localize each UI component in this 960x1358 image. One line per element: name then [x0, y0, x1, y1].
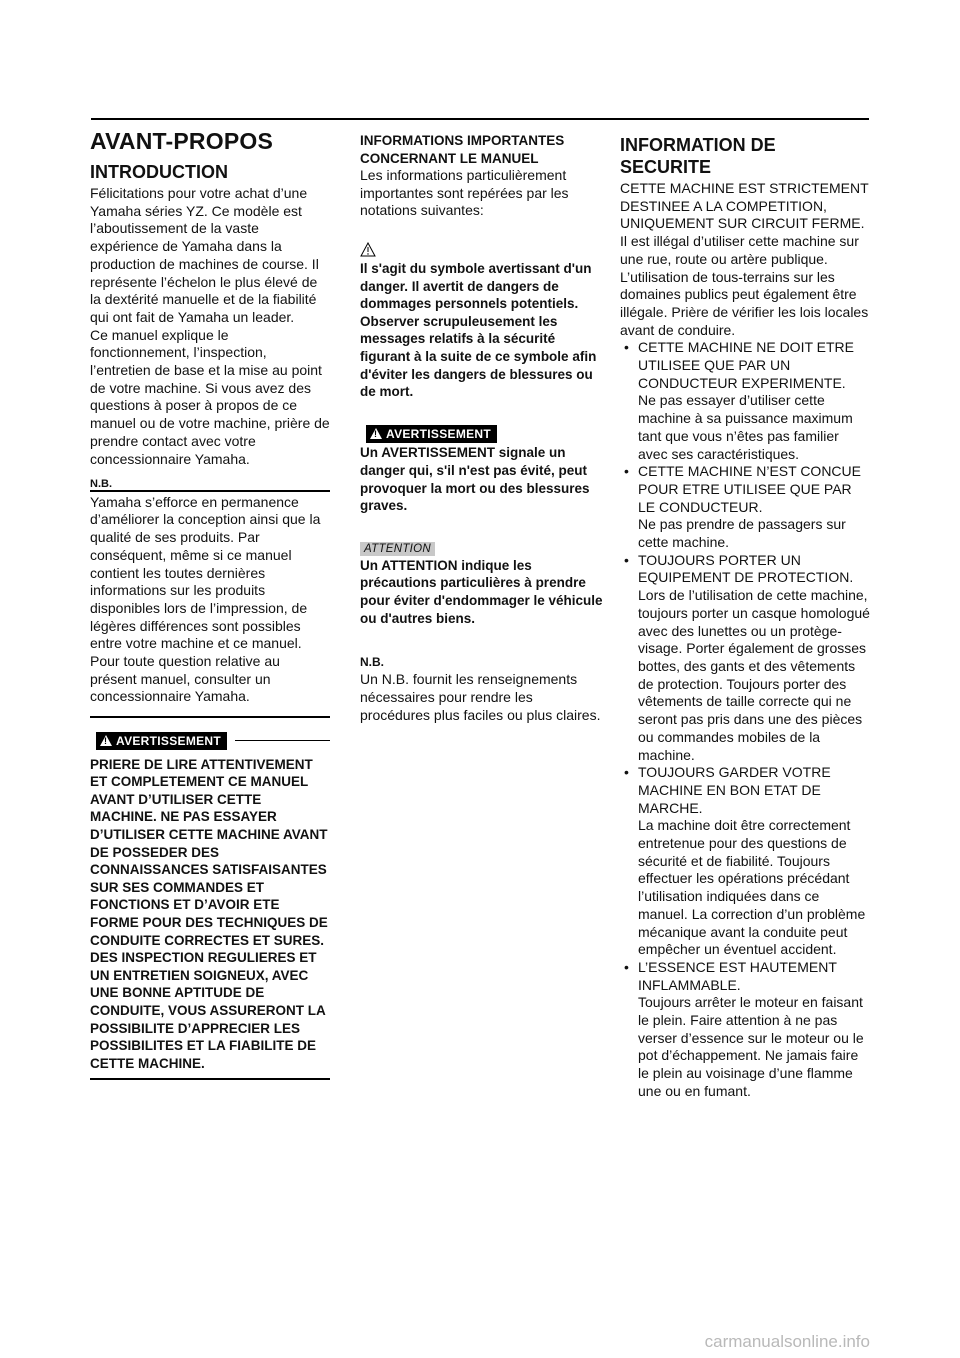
warning-badge	[366, 425, 497, 443]
safety-intro-text: CETTE MACHINE EST STRICTEMENT DESTINEE A LA COMPETITION, UNIQUEMENT SUR CIRCUIT FERME. Il est illégal d’utiliser cette machine sur une rue, route ou artère publique. L’utilisation de tous-terrains sur les domaines publics peut également être illégale. Prière de vérifier les lois locales avant de conduire.	[620, 180, 869, 338]
column-important-info	[360, 128, 604, 724]
page-title: AVANT-PROPOS	[90, 128, 274, 154]
introduction-heading: INTRODUCTION	[90, 162, 228, 182]
warning-badge-label: AVERTISSEMENT	[386, 426, 492, 441]
list-item	[620, 959, 872, 1101]
nb-label: N.B.	[360, 655, 384, 670]
nb-header	[90, 478, 330, 490]
warning-outline-triangle-icon	[360, 242, 376, 257]
nb-top-rule	[90, 490, 330, 492]
nb-definition-text: Un N.B. fournit les renseignements nécessaires pour rendre les procédures plus faciles ou plus claires.	[360, 671, 601, 723]
warning-triangle-icon	[100, 735, 112, 746]
warning-definition-text: Un AVERTISSEMENT signale un danger qui, s'il n'est pas évité, peut provoquer la mort ou des blessures graves.	[360, 445, 590, 514]
list-item-heading: • TOUJOURS PORTER UN EQUIPEMENT DE PROTECTION.	[638, 551, 854, 586]
list-item	[620, 339, 872, 463]
warning-bottom-rule	[90, 1078, 330, 1080]
list-item-body: La machine doit être correctement entretenue pour des questions de sécurité et de fiabilité. Toujours effectuer les opérations précédant l’utilisation indiquées dans ce manuel. La correction d’un problème mécanique avant la conduite peut empêcher un éventuel accident.	[638, 817, 866, 958]
list-item-heading: • TOUJOURS GARDER VOTRE MACHINE EN BON ETAT DE MARCHE.	[638, 764, 831, 816]
attention-definition-text: Un ATTENTION indique les précautions particulières à prendre pour éviter d'endommager le véhicule ou d'autres biens.	[360, 557, 603, 626]
warning-triangle-icon	[370, 428, 382, 439]
list-item-body: Ne pas essayer d’utiliser cette machine à sa puissance maximum tant que vous n’êtes pas familier avec ses caractéristiques.	[638, 392, 853, 462]
safety-list	[620, 339, 872, 1100]
list-item-heading: • CETTE MACHINE N’EST CONCUE POUR ETRE UTILISEE QUE PAR LE CONDUCTEUR.	[638, 463, 861, 515]
nb-bottom-rule	[90, 716, 330, 718]
symbol-explanation-text: Il s'agit du symbole avertissant d'un danger. Il avertit de dangers de dommages personnels potentiels. Observer scrupuleusement les messages relatifs à la sécurité figurant à la suite de ce symbole afin d'éviter les dangers de blessures ou de mort.	[360, 261, 597, 400]
manual-description-text: Ce manuel explique le fonctionnement, l’inspection, l’entretien de base et la mise au point de votre machine. Si vous avez des questions à poser à propos de ce manuel ou de votre machine, prière de prendre contact avec votre concessionnaire Yamaha.	[90, 326, 330, 467]
column-avant-propos	[90, 128, 330, 1080]
list-item-body: Lors de l’utilisation de cette machine, toujours porter un casque homologué avec des lunettes ou un protège-visage. Porter également de grosses bottes, des gants et des vêtements de protection. Toujours porter des vêtements de taille correcte qui ne seront pas pris dans une des pièces ou commandes mobiles de la machine.	[638, 587, 870, 763]
warning-rule	[235, 740, 330, 742]
list-item-heading: • L’ESSENCE EST HAUTEMENT INFLAMMABLE.	[638, 958, 837, 993]
list-item	[620, 552, 872, 764]
list-item-body: Ne pas prendre de passagers sur cette machine.	[638, 516, 846, 551]
list-item-heading: • CETTE MACHINE NE DOIT ETRE UTILISEE QUE PAR UN CONDUCTEUR EXPERIMENTE.	[638, 339, 854, 391]
attention-notation	[360, 539, 604, 627]
warning-notation	[360, 425, 604, 515]
column-safety-info	[620, 128, 872, 1101]
nb-notation	[360, 653, 604, 724]
warning-badge	[96, 732, 227, 750]
watermark: carmanualsonline.info	[704, 1332, 870, 1351]
nb-label: N.B.	[90, 478, 112, 491]
warning-badge-label: AVERTISSEMENT	[116, 733, 222, 748]
introduction-text: Félicitations pour votre achat d’une Yamaha séries YZ. Ce modèle est l’aboutissement de la vaste expérience de Yamaha dans la production de machines de course. Il représente l’échelon le plus élevé de la dextérité manuelle et de la fiabilité qui ont fait de Yamaha un leader.	[90, 185, 319, 325]
warning-header	[90, 732, 330, 750]
attention-badge: ATTENTION	[360, 542, 435, 556]
important-info-intro: Les informations particulièrement importantes sont repérées par les notations suivantes:	[360, 167, 569, 219]
top-rule	[91, 118, 869, 120]
safety-heading: INFORMATION DE SECURITE	[620, 135, 776, 177]
list-item-body: Toujours arrêter le moteur en faisant le plein. Faire attention à ne pas verser d’essence sur le moteur ou le pot d’échappement. Ne jamais faire le plein au voisinage d’une flamme une ou en fumant.	[638, 994, 864, 1099]
nb-text: Yamaha s’efforce en permanence d’améliorer la conception ainsi que la qualité de ses produits. Par conséquent, même si ce manuel contient les toutes dernières informations sur les produits disponibles lors de l’impression, de légères différences sont possibles entre votre machine et ce manuel. Pour toute question relative au présent manuel, consulter un concessionnaire Yamaha.	[90, 493, 321, 705]
list-item	[620, 463, 872, 552]
list-item	[620, 764, 872, 959]
warning-text: PRIERE DE LIRE ATTENTIVEMENT ET COMPLETEMENT CE MANUEL AVANT D’UTILISER CETTE MACHINE. NE PAS ESSAYER D’UTILISER CETTE MACHINE AVANT DE POSSEDER DES CONNAISSANCES SATISFAISANTES SUR SES COMMANDES ET FONCTIONS ET D’AVOIR ETE FORME POUR DES TECHNIQUES DE CONDUITE CORRECTES ET SURES. DES INSPECTION REGULIERES ET UN ENTRETIEN SOIGNEUX, AVEC UNE BONNE APTITUDE DE CONDUITE, VOUS ASSURERONT LA POSSIBILITE D’APPRECIER LES POSSIBILITES ET LA FIABILITE DE CETTE MACHINE.	[90, 756, 328, 1071]
important-info-heading: INFORMATIONS IMPORTANTES CONCERNANT LE MANUEL	[360, 133, 565, 166]
